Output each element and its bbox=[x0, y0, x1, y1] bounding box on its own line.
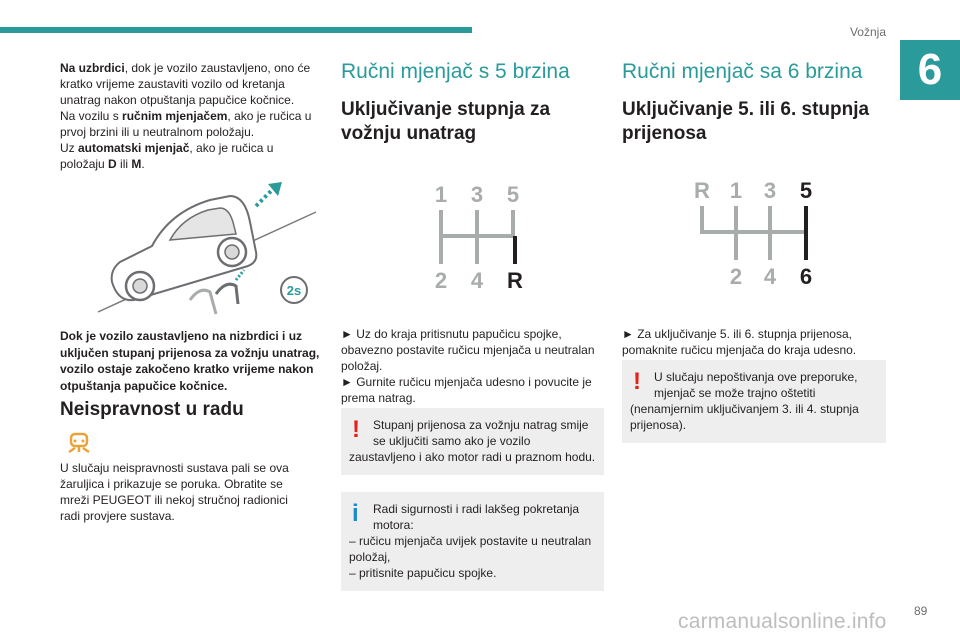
gear-3: 3 bbox=[470, 182, 484, 207]
gear-R: R bbox=[694, 178, 710, 203]
reverse-warning-note: ! Stupanj prijenosa za vožnju natrag smije se uključiti samo ako je vozilo zaustavljeno i ako motor radi u praznom hodu. bbox=[341, 408, 604, 475]
step-gear56: ► Za uključivanje 5. ili 6. stupnja prijenosa, pomaknite ručicu mjenjača do kraja udesno. bbox=[622, 327, 857, 357]
gear-4: 4 bbox=[763, 264, 777, 289]
malfunction-heading: Neispravnost u radu bbox=[60, 399, 244, 420]
safety-info-note: i Radi sigurnosti i radi lakšeg pokretanja motora: – ručicu mjenjača uvijek postavite u neutralan položaj, – pritisnite papučicu spojke. bbox=[341, 492, 604, 591]
header-accent-bar bbox=[0, 27, 472, 33]
info-icon: i bbox=[352, 500, 359, 527]
section-title: Vožnja bbox=[849, 25, 886, 39]
gear56-warning-note: ! U slučaju nepoštivanja ove preporuke, mjenjač se može trajno oštetiti (nenamjernim uključivanjem 3. ili 4. stupnja prijenosa). bbox=[622, 360, 886, 443]
step-1: ► Uz do kraja pritisnutu papučicu spojke, obavezno postavite ručicu mjenjača u neutralan položaj. bbox=[341, 327, 595, 373]
reverse-heading: Uključivanje stupnja za vožnju unatrag bbox=[341, 99, 551, 144]
gearbox5-title: Ručni mjenjač s 5 brzina bbox=[341, 60, 570, 83]
warning-icon: ! bbox=[352, 416, 360, 443]
downhill-paragraph: Dok je vozilo zaustavljeno na nizbrdici i uz uključen stupanj prijenosa za vožnju unatrag, vozilo ostaje zakočeno kratko vrijeme nakon otpuštanja papučice kočnice. bbox=[60, 329, 320, 393]
gear-R: R bbox=[507, 268, 523, 293]
warning-lamp-icon bbox=[66, 430, 92, 456]
page-number: 89 bbox=[914, 604, 928, 618]
hill-start-car-icon bbox=[60, 182, 320, 322]
gear56-heading: Uključivanje 5. ili 6. stupnja prijenosa bbox=[622, 99, 870, 144]
gear-5: 5 bbox=[799, 178, 813, 203]
gear-2: 2 bbox=[729, 264, 743, 289]
gear-2: 2 bbox=[434, 268, 448, 293]
column-right bbox=[622, 60, 886, 432]
intro-paragraph: Na uzbrdici, dok je vozilo zaustavljeno, ono će kratko vrijeme zaustaviti vozilo od kretanja unatrag nakon otpuštanja papučice kočnice. Na vozilu s ručnim mjenjačem, ako je ručica u prvoj brzini ili u neutralnom položaju. Uz automatski mjenjač, ako je ručica u položaju D ili M. bbox=[60, 61, 312, 171]
gear-3: 3 bbox=[763, 178, 777, 203]
gear-1: 1 bbox=[729, 178, 743, 203]
column-middle bbox=[341, 60, 604, 580]
chapter-badge: 6 bbox=[900, 40, 960, 100]
gear-1: 1 bbox=[434, 182, 448, 207]
gear-pattern-5-icon bbox=[429, 180, 549, 300]
gear-pattern-6-icon bbox=[690, 176, 830, 296]
column-left bbox=[60, 60, 320, 523]
hill-badge-text: 2s bbox=[286, 283, 302, 298]
step-2: ► Gurnite ručicu mjenjača udesno i povucite je prema natrag. bbox=[341, 375, 592, 405]
gear-4: 4 bbox=[470, 268, 484, 293]
warning-icon: ! bbox=[633, 368, 641, 395]
malfunction-paragraph: U slučaju neispravnosti sustava pali se ova žaruljica i prikazuje se poruka. Obratite se mreži PEUGEOT ili nekoj stručnoj radionici radi provjere sustava. bbox=[60, 461, 289, 523]
footer-watermark: carmanualsonline.info bbox=[678, 610, 887, 633]
gear-6: 6 bbox=[799, 264, 813, 289]
gear-5: 5 bbox=[506, 182, 520, 207]
gearbox6-title: Ručni mjenjač sa 6 brzina bbox=[622, 60, 863, 83]
